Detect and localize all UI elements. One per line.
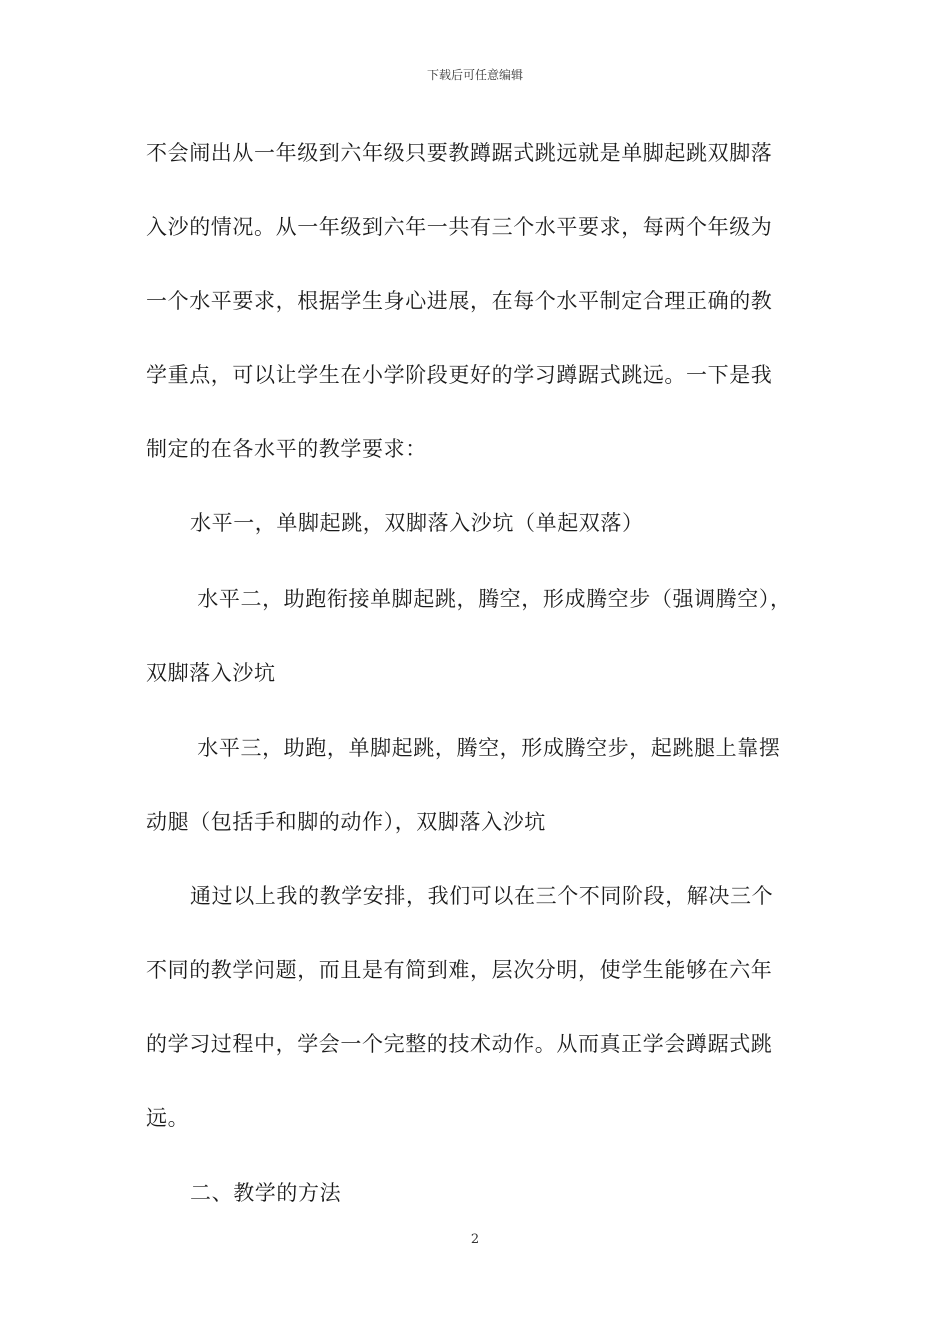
paragraph-line: 一个水平要求，根据学生身心进展，在每个水平制定合理正确的教 [146, 289, 773, 313]
paragraph-line: 不同的教学问题，而且是有简到难，层次分明，使学生能够在六年 [146, 958, 773, 982]
paragraph-line: 学重点，可以让学生在小学阶段更好的学习蹲踞式跳远。一下是我 [146, 363, 773, 387]
page-number: 2 [470, 1232, 480, 1247]
paragraph-line: 制定的在各水平的教学要求： [146, 437, 427, 461]
paragraph-line: 水平三，助跑，单脚起跳，腾空，形成腾空步，起跳腿上靠摆 [190, 736, 781, 760]
paragraph-line: 远。 [146, 1106, 190, 1130]
paragraph-line: 的学习过程中，学会一个完整的技术动作。从而真正学会蹲踞式跳 [146, 1032, 773, 1056]
paragraph-line: 动腿（包括手和脚的动作），双脚落入沙坑 [146, 810, 546, 834]
paragraph-line: 不会闹出从一年级到六年级只要教蹲踞式跳远就是单脚起跳双脚落 [146, 141, 773, 165]
paragraph-line: 水平一，单脚起跳，双脚落入沙坑（单起双落） [190, 511, 644, 535]
page-header: 下载后可任意编辑 [426, 68, 523, 82]
paragraph-line: 双脚落入沙坑 [146, 661, 276, 685]
paragraph-line: 入沙的情况。从一年级到六年一共有三个水平要求，每两个年级为 [146, 215, 773, 239]
paragraph-line: 通过以上我的教学安排，我们可以在三个不同阶段，解决三个 [190, 884, 774, 908]
paragraph-line: 水平二，助跑衔接单脚起跳，腾空，形成腾空步（强调腾空）， [190, 587, 792, 611]
section-heading: 二、教学的方法 [190, 1181, 342, 1205]
